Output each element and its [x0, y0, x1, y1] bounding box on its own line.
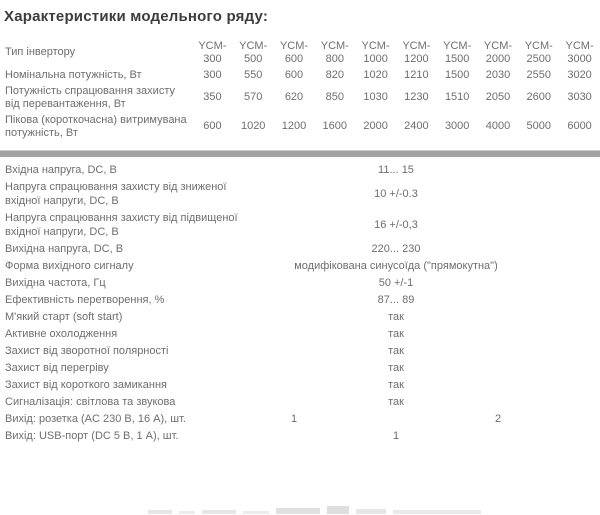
model-name-cell — [478, 40, 519, 66]
model-name-number: 600 — [284, 52, 304, 65]
model-table-row — [0, 112, 600, 141]
spec-value-cell: 4000 — [485, 120, 511, 132]
spec-value-left-group: 1 — [290, 412, 298, 425]
spec-value-cell: 1020 — [363, 68, 388, 81]
spec-value-cell: 300 — [203, 68, 222, 81]
model-name-number: 2500 — [526, 52, 552, 65]
model-table-header-label: Тип інвертору — [5, 46, 76, 58]
model-name-cell — [233, 40, 274, 66]
model-name-prefix: YCM- — [279, 39, 309, 52]
model-name-prefix: YCM- — [402, 39, 431, 52]
spec-value-cell: 1210 — [404, 68, 429, 81]
spec-value-cell: 1510 — [444, 91, 470, 103]
model-name-cell — [314, 40, 355, 66]
spec-value-cell: 1020 — [240, 120, 266, 132]
model-name-cell — [274, 40, 315, 66]
spec-value: 220... 230 — [371, 242, 421, 255]
spec-value: так — [388, 361, 404, 374]
spec-label: Вихід: розетка (AC 230 В, 16 А), шт. — [5, 412, 186, 425]
spec-value: 16 +/-0,3 — [374, 218, 418, 231]
spec-value-cell: 1230 — [404, 91, 429, 103]
spec-value-cell: 3000 — [444, 120, 470, 132]
common-spec-row — [0, 240, 600, 257]
section-divider — [0, 150, 600, 157]
spec-value-cell: 5000 — [526, 120, 552, 132]
spec-value-cell: 6000 — [567, 120, 592, 132]
spec-label: Форма вихідного сигналу — [5, 259, 134, 272]
model-name-number: 500 — [244, 52, 263, 65]
spec-value-cell: 2600 — [526, 91, 552, 103]
spec-value: 11... 15 — [378, 163, 414, 176]
spec-value-cell: 600 — [203, 120, 222, 132]
spec-value-cell: 2400 — [404, 120, 429, 132]
model-name-prefix: YCM- — [198, 39, 227, 52]
model-name-number: 1000 — [363, 52, 388, 65]
cutoff-fragment — [327, 506, 349, 514]
spec-value: модифікована синусоїда ("прямокутна") — [294, 259, 498, 272]
spec-label: Напруга спрацювання захисту від підвищеної вхідної напруги, DC, В — [5, 211, 238, 238]
spec-label: Захист від короткого замикання — [5, 378, 167, 391]
spec-value: 10 +/-0.3 — [374, 187, 418, 200]
common-spec-row — [0, 274, 600, 291]
cutoff-fragment — [393, 510, 481, 514]
spec-value-cell: 850 — [325, 91, 344, 103]
spec-value-cell: 1600 — [322, 120, 348, 132]
spec-value: так — [388, 395, 404, 408]
spec-value: 87... 89 — [377, 293, 415, 306]
model-name-prefix: YCM- — [443, 39, 472, 52]
spec-value-cell: 350 — [203, 91, 222, 103]
common-spec-row — [0, 410, 600, 427]
model-table — [0, 38, 600, 141]
spec-label: Захист від перегріву — [5, 361, 109, 374]
cutoff-fragment — [179, 511, 195, 514]
spec-label: М'який старт (soft start) — [5, 310, 123, 323]
common-spec-row — [0, 359, 600, 376]
model-name-prefix: YCM- — [239, 39, 268, 52]
spec-value-cell: 2030 — [485, 68, 511, 81]
spec-value-cell: 600 — [284, 68, 304, 81]
model-name-number: 800 — [325, 52, 344, 65]
spec-value-cell: 2000 — [363, 120, 388, 132]
model-name-prefix: YCM- — [565, 39, 594, 52]
model-name-cell — [559, 40, 600, 66]
spec-label: Пікова (короткочасна) витримувана потужність, Вт — [5, 113, 187, 139]
common-spec-row — [0, 209, 600, 240]
cutoff-fragment — [356, 509, 386, 514]
cutoff-fragment — [202, 510, 236, 514]
common-spec-row — [0, 257, 600, 274]
spec-value: 1 — [392, 429, 400, 442]
model-table-row — [0, 83, 600, 112]
spec-label: Потужність спрацювання захисту від перевантаження, Вт — [5, 84, 175, 110]
model-name-number: 2000 — [485, 52, 511, 65]
spec-label: Ефективність перетворення, % — [5, 293, 165, 306]
spec-label: Вихідна напруга, DC, В — [5, 242, 124, 255]
spec-value-cell: 570 — [244, 91, 263, 103]
spec-value-cell: 3020 — [567, 68, 592, 81]
common-spec-row — [0, 161, 600, 178]
cutoff-content-artifact — [148, 505, 481, 514]
spec-label: Вихід: USB-порт (DC 5 В, 1 А), шт. — [5, 429, 179, 442]
model-name-number: 1200 — [404, 52, 429, 65]
cutoff-fragment — [148, 510, 172, 514]
model-name-prefix: YCM- — [361, 39, 390, 52]
spec-value-cell: 1500 — [444, 68, 470, 81]
model-name-cell — [396, 40, 437, 66]
spec-value-cell: 2050 — [485, 91, 511, 103]
spec-label: Захист від зворотної полярності — [5, 344, 169, 357]
model-table-row — [0, 67, 600, 83]
model-name-number: 3000 — [567, 52, 592, 65]
spec-label: Активне охолодження — [5, 327, 118, 340]
spec-value-cell: 1030 — [363, 91, 388, 103]
spec-value-cell: 620 — [284, 91, 304, 103]
common-spec-row — [0, 342, 600, 359]
common-spec-row — [0, 376, 600, 393]
model-name-prefix: YCM- — [524, 39, 553, 52]
cutoff-fragment — [243, 511, 269, 514]
model-name-cell — [355, 40, 396, 66]
spec-value-cell: 820 — [325, 68, 344, 81]
spec-value: так — [388, 310, 404, 323]
spec-value: так — [388, 344, 404, 357]
spec-value-cell: 550 — [244, 68, 263, 81]
common-specs-table — [0, 161, 600, 444]
model-name-cell — [192, 40, 233, 66]
spec-label: Сигналізація: світлова та звукова — [5, 395, 176, 408]
model-name-number: 1500 — [444, 52, 470, 65]
model-name-cell — [437, 40, 478, 66]
spec-label: Вихідна частота, Гц — [5, 276, 106, 289]
spec-value-cell: 2550 — [526, 68, 552, 81]
model-name-prefix: YCM- — [320, 39, 349, 52]
common-spec-row — [0, 308, 600, 325]
common-spec-row — [0, 393, 600, 410]
spec-label: Вхідна напруга, DC, В — [5, 163, 117, 176]
common-spec-row — [0, 325, 600, 342]
spec-value-right-group: 2 — [494, 412, 502, 425]
cutoff-fragment — [276, 508, 320, 514]
model-name-number: 300 — [203, 52, 222, 65]
common-spec-row — [0, 291, 600, 308]
spec-label: Напруга спрацювання захисту від зниженої вхідної напруги, DC, В — [5, 180, 227, 207]
model-name-prefix: YCM- — [483, 39, 513, 52]
common-spec-row — [0, 427, 600, 444]
model-table-header-row — [0, 38, 600, 67]
spec-value: 50 +/-1 — [378, 276, 414, 289]
spec-value: так — [388, 327, 404, 340]
spec-value-cell: 3030 — [567, 91, 592, 103]
common-spec-row — [0, 178, 600, 209]
model-name-cell — [518, 40, 559, 66]
spec-label: Номінальна потужність, Вт — [5, 68, 142, 81]
page-title: Характеристики модельного ряду: — [4, 8, 269, 25]
spec-value-cell: 1200 — [281, 120, 307, 132]
spec-value: так — [388, 378, 404, 391]
